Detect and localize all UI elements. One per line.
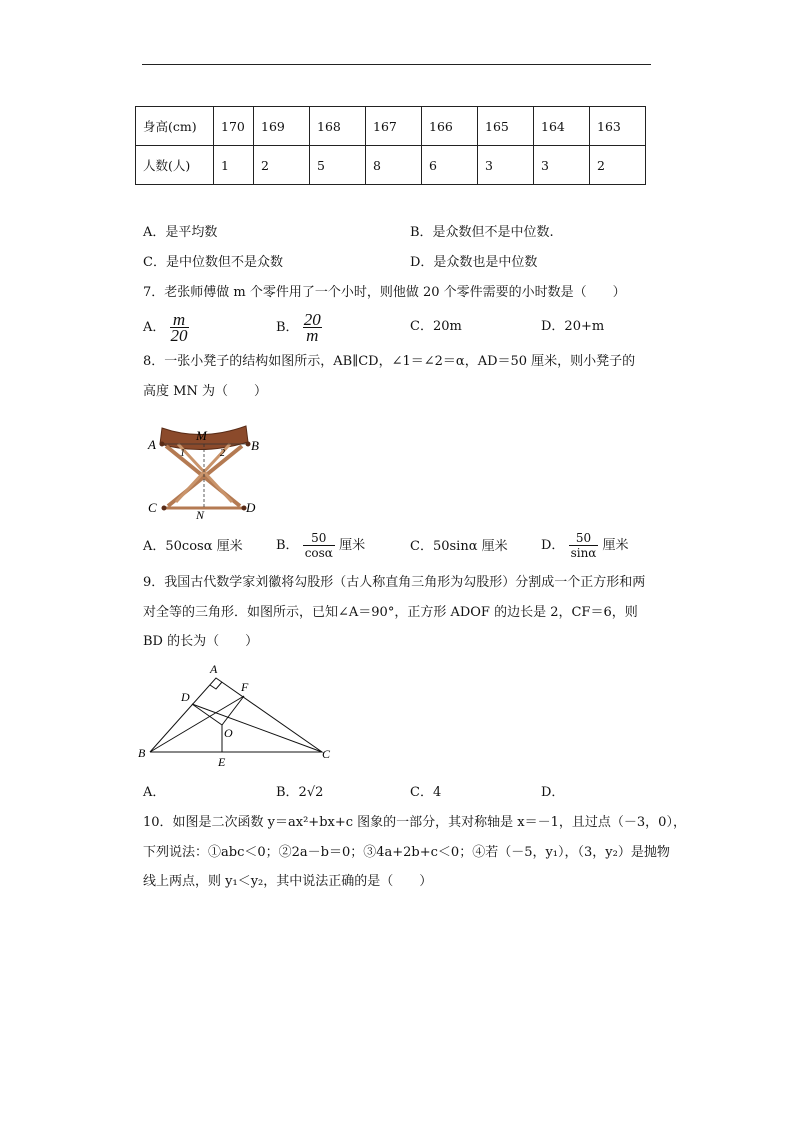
table-cell: 身高(cm) xyxy=(136,107,214,146)
q8-option-a: A．50cosα 厘米 xyxy=(143,539,243,554)
q8-option-c: C．50sinα 厘米 xyxy=(410,539,508,554)
numerator: 50 xyxy=(303,531,335,546)
table-cell: 166 xyxy=(422,107,478,146)
denominator: cosα xyxy=(304,546,333,560)
table-cell: 3 xyxy=(478,146,534,185)
q7-stem: 7．老张师傅做 m 个零件用了一个小时，则他做 20 个零件需要的小时数是（ ） xyxy=(143,285,626,300)
q7-option-a xyxy=(143,312,189,343)
point-c xyxy=(162,506,167,511)
table-cell: 1 xyxy=(214,146,254,185)
q9-stem-line3: BD 的长为（ ） xyxy=(143,634,259,649)
q9-stem-line1: 9．我国古代数学家刘徽将勾股形（古人称直角三角形为勾股形）分割成一个正方形和两 xyxy=(143,575,646,590)
q10-stem-line1: 10．如图是二次函数 y＝ax²+bx+c 图象的一部分，其对称轴是 x＝－1，且过点（－3，0）， xyxy=(143,815,686,830)
q10-stem-line2: 下列说法：①abc＜0；②2a－b＝0；③4a+2b+c＜0；④若（－5，y₁），（3，y₂）是抛物 xyxy=(143,845,670,860)
table-cell: 163 xyxy=(590,107,646,146)
q9-option-d: D． xyxy=(541,785,565,800)
unit: 厘米 xyxy=(602,538,629,553)
label-c: C xyxy=(148,500,157,515)
q7-option-d: D．20+m xyxy=(541,319,605,334)
label-b: B xyxy=(138,746,146,760)
label-d: D xyxy=(246,500,256,515)
option-label: B． xyxy=(276,538,299,553)
q9-option-c: C．4 xyxy=(410,785,442,800)
option-label: D． xyxy=(541,538,565,553)
table-cell: 3 xyxy=(534,146,590,185)
q9-stem-line2: 对全等的三角形．如图所示，已知∠A＝90°，正方形 ADOF 的边长是 2，CF＝6，则 xyxy=(143,605,638,620)
unit: 厘米 xyxy=(339,538,366,553)
triangle-abc xyxy=(150,678,322,752)
q9-option-a: A． xyxy=(143,785,166,800)
fraction xyxy=(303,312,322,343)
label-a: A xyxy=(210,662,218,676)
label-d: D xyxy=(181,690,190,704)
numerator: m xyxy=(170,312,189,328)
table-cell: 164 xyxy=(534,107,590,146)
segment-dc xyxy=(192,704,322,752)
point-a xyxy=(160,442,165,447)
height-count-table xyxy=(135,106,646,185)
table-row xyxy=(136,107,646,146)
table-cell: 2 xyxy=(254,146,310,185)
label-f: F xyxy=(241,680,249,694)
table-cell: 8 xyxy=(366,146,422,185)
denominator: m xyxy=(306,326,319,345)
q8-option-d xyxy=(541,528,629,564)
option-label: A． xyxy=(143,320,166,335)
fraction xyxy=(303,531,335,560)
table-cell: 168 xyxy=(310,107,366,146)
label-o: O xyxy=(224,726,233,740)
table-cell: 167 xyxy=(366,107,422,146)
triangle-figure xyxy=(138,660,338,772)
q8-option-b xyxy=(276,528,365,564)
label-b: B xyxy=(251,438,259,453)
q8-stem-line2: 高度 MN 为（ ） xyxy=(143,384,267,399)
numerator: 20 xyxy=(303,310,321,329)
label-e: E xyxy=(218,755,226,769)
segment-do xyxy=(192,704,222,725)
segment-of xyxy=(222,696,244,725)
fraction xyxy=(569,531,599,560)
q6-option-c: C．是中位数但不是众数 xyxy=(143,255,283,270)
table-cell: 2 xyxy=(590,146,646,185)
numerator: 50 xyxy=(569,531,599,546)
segment-bf xyxy=(150,696,244,752)
denominator: sinα xyxy=(570,546,597,560)
table-cell: 165 xyxy=(478,107,534,146)
label-angle-2: 2 xyxy=(220,448,225,459)
label-a: A xyxy=(148,437,156,452)
q9-option-b: B．2√2 xyxy=(276,785,324,800)
label-m: M xyxy=(196,428,207,443)
fraction xyxy=(170,312,189,343)
table-cell: 169 xyxy=(254,107,310,146)
denominator: 20 xyxy=(170,326,188,345)
q6-option-d: D．是众数也是中位数 xyxy=(410,255,538,270)
label-c: C xyxy=(322,747,331,761)
q8-stem-line1: 8．一张小凳子的结构如图所示，AB∥CD，∠1＝∠2＝α，AD＝50 厘米，则小凳子的 xyxy=(143,354,636,369)
table-row xyxy=(136,146,646,185)
point-b xyxy=(246,442,251,447)
table-cell: 170 xyxy=(214,107,254,146)
q10-stem-line3: 线上两点，则 y₁＜y₂，其中说法正确的是（ ） xyxy=(143,874,433,889)
option-label: B． xyxy=(276,320,299,335)
label-angle-1: 1 xyxy=(180,448,185,459)
table-cell: 人数(人) xyxy=(136,146,214,185)
q6-option-b: B．是众数但不是中位数. xyxy=(410,225,554,240)
q6-option-a: A．是平均数 xyxy=(143,225,218,240)
table-cell: 6 xyxy=(422,146,478,185)
q7-option-c: C．20m xyxy=(410,319,462,334)
stool-figure xyxy=(140,418,270,522)
table-cell: 5 xyxy=(310,146,366,185)
header-rule xyxy=(142,64,651,65)
q7-option-b xyxy=(276,312,322,343)
label-n: N xyxy=(196,508,205,522)
